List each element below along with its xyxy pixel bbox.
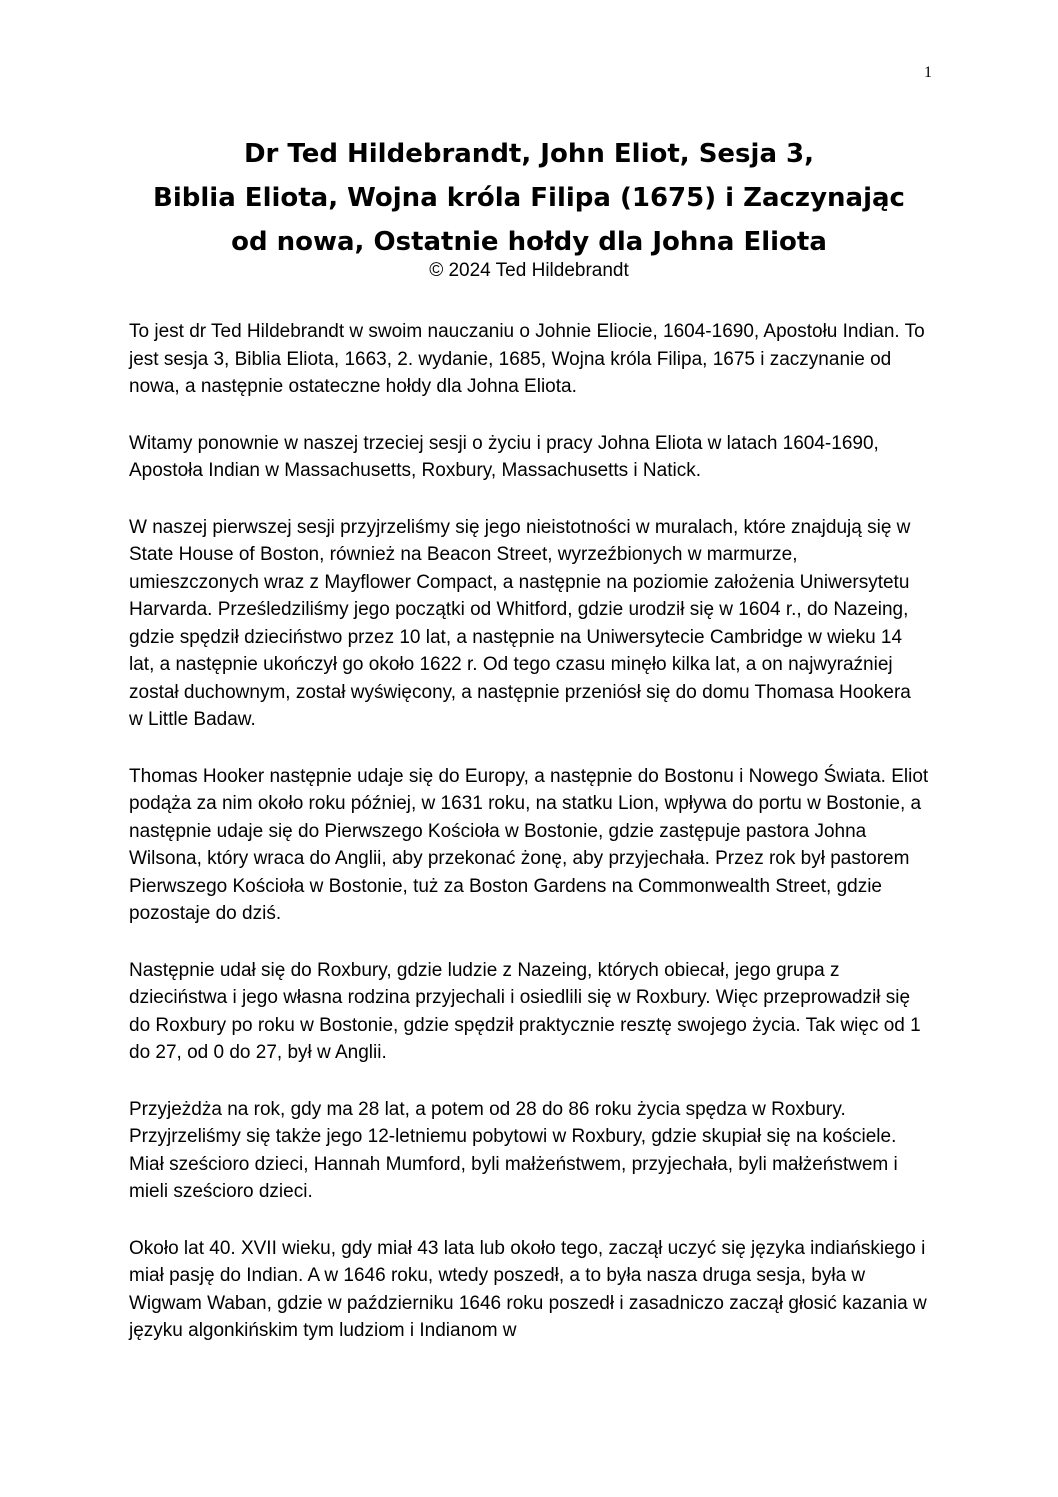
- copyright-notice: © 2024 Ted Hildebrandt: [429, 260, 629, 281]
- title-line: Dr Ted Hildebrandt, John Eliot, Sesja 3,: [243, 139, 815, 169]
- document-body: [129, 318, 929, 1374]
- paragraph: To jest dr Ted Hildebrandt w swoim nauczaniu o Johnie Eliocie, 1604-1690, Apostołu Indian. To jest sesja 3, Biblia Eliota, 1663, 2. wydanie, 1685, Wojna króla Filipa, 1675 i zaczynanie od nowa, a następnie ostateczne hołdy dla Johna Eliota.: [129, 321, 925, 397]
- paragraph: Około lat 40. XVII wieku, gdy miał 43 lata lub około tego, zaczął uczyć się języka indiańskiego i miał pasję do Indian. A w 1646 roku, wtedy poszedł, a to była nasza druga sesja, była w Wigwam Waban, gdzie w październiku 1646 roku poszedł i zasadniczo zaczął głosić kazania w języku algonkińskim tym ludziom i Indianom w: [129, 1237, 927, 1341]
- document-title: [110, 132, 948, 264]
- page-number: 1: [924, 64, 932, 81]
- paragraph: Witamy ponownie w naszej trzeciej sesji o życiu i pracy Johna Eliota w latach 1604-1690, Apostoła Indian w Massachusetts, Roxbury, Massachusetts i Natick.: [129, 432, 879, 481]
- paragraph: Thomas Hooker następnie udaje się do Europy, a następnie do Bostonu i Nowego Świata. Eliot podąża za nim około roku później, w 1631 roku, na statku Lion, wpływa do portu w Bostonie, a następnie udaje się do Pierwszego Kościoła w Bostonie, gdzie zastępuje pastora Johna Wilsona, który wraca do Anglii, aby przekonać żonę, aby przyjechała. Przez rok był pastorem Pierwszego Kościoła w Bostonie, tuż za Boston Gardens na Commonwealth Street, gdzie pozostaje do dziś.: [129, 765, 929, 924]
- paragraph: Następnie udał się do Roxbury, gdzie ludzie z Nazeing, których obiecał, jego grupa z dzieciństwa i jego własna rodzina przyjechali i osiedlili się w Roxbury. Więc przeprowadził się do Roxbury po roku w Bostonie, gdzie spędził praktycznie resztę swojego życia. Tak więc od 1 do 27, od 0 do 27, był w Anglii.: [129, 959, 921, 1063]
- paragraph: W naszej pierwszej sesji przyjrzeliśmy się jego nieistotności w muralach, które znajdują się w State House of Boston, również na Beacon Street, wyrzeźbionych w marmurze, umieszczonych wraz z Mayflower Compact, a następnie na poziomie założenia Uniwersytetu Harvarda. Prześledziliśmy jego początki od Whitford, gdzie urodził się w 1604 r., do Nazeing, gdzie spędził dzieciństwo przez 10 lat, a następnie na Uniwersytecie Cambridge w wieku 14 lat, a następnie ukończył go około 1622 r. Od tego czasu minęło kilka lat, a on najwyraźniej został duchownym, został wyświęcony, a następnie przeniósł się do domu Thomasa Hookera w Little Badaw.: [129, 516, 911, 730]
- title-line: od nowa, Ostatnie hołdy dla Johna Eliota: [231, 227, 827, 257]
- paragraph: Przyjeżdża na rok, gdy ma 28 lat, a potem od 28 do 86 roku życia spędza w Roxbury. Przyjrzeliśmy się także jego 12-letniemu pobytowi w Roxbury, gdzie skupiał się na kościele. Miał sześcioro dzieci, Hannah Mumford, byli małżeństwem, przyjechała, byli małżeństwem i mieli sześcioro dzieci.: [129, 1098, 898, 1202]
- title-line: Biblia Eliota, Wojna króla Filipa (1675) i Zaczynając: [153, 183, 905, 213]
